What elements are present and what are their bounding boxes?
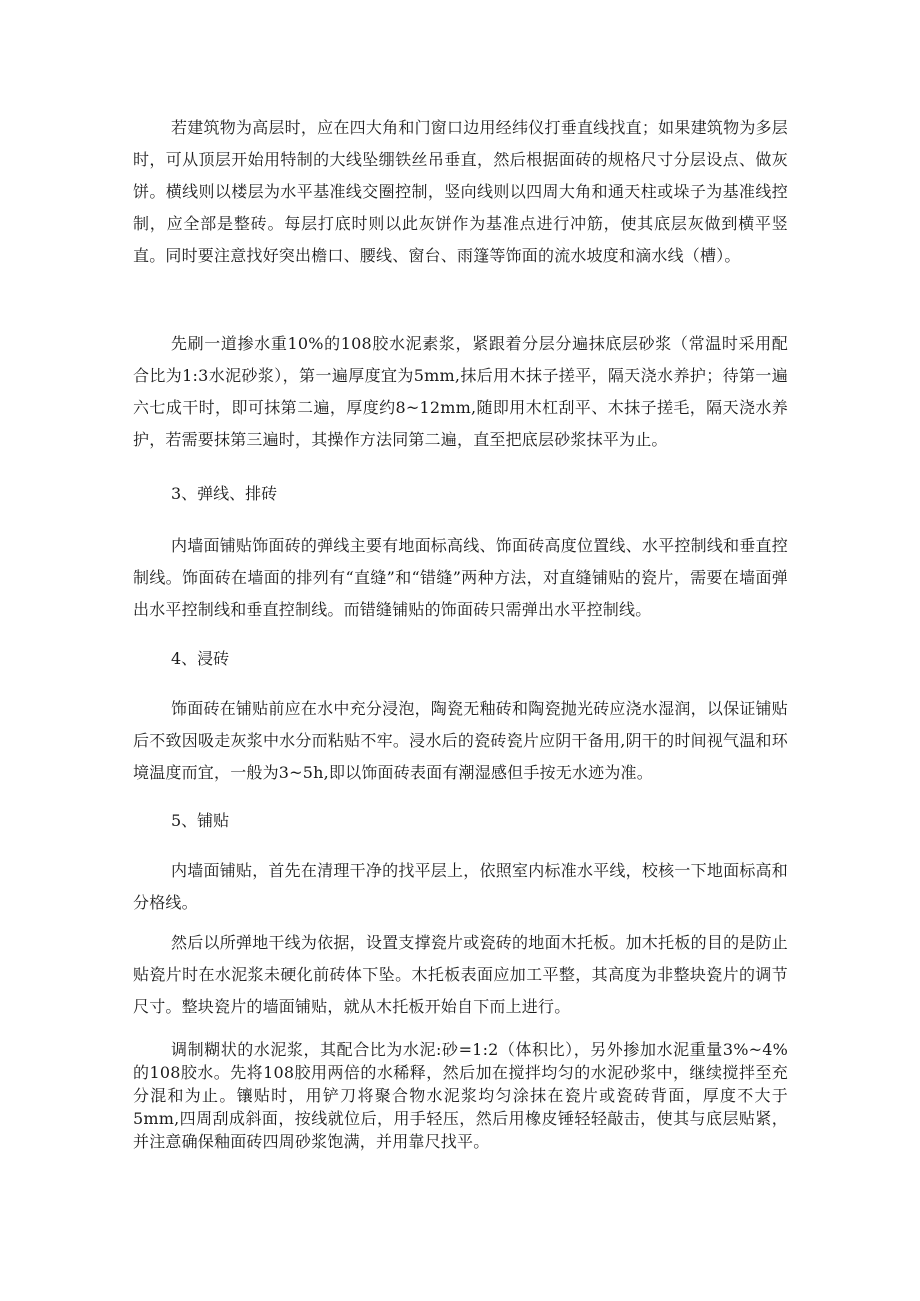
paragraph-base-mortar: 先刷一道掺水重10%的108胶水泥素浆，紧跟着分层分遍抹底层砂浆（常温时采用配合比为1:3水泥砂浆），第一遍厚度宜为5mm,抹后用木抹子搓平，隔天浇水养护；待第一遍六七成干时，即可抹第二遍，厚度约8~12mm,随即用木杠刮平、木抹子搓毛，隔天浇水养护，若需要抹第三遍时，其操作方法同第二遍，直至把底层砂浆抹平为止。 [133,334,788,449]
paragraph-snapping-lines: 内墙面铺贴饰面砖的弹线主要有地面标高线、饰面砖高度位置线、水平控制线和垂直控制线。饰面砖在墙面的排列有“直缝”和“错缝”两种方法，对直缝铺贴的瓷片，需要在墙面弹出水平控制线和垂直控制线。而错缝铺贴的饰面砖只需弹出水平控制线。 [133,536,788,619]
paragraph-cement-paste: 调制糊状的水泥浆，其配合比为水泥:砂=1:2（体积比），另外掺加水泥重量3%~4%的108胶水。先将108胶用两倍的水稀释，然后加在搅拌均匀的水泥砂浆中，继续搅拌至充分混和为止。镶贴时，用铲刀将聚合物水泥浆均匀涂抹在瓷片或瓷砖背面，厚度不大于5mm,四周刮成斜面，按线就位后，用手轻压，然后用橡皮锤轻轻敲击，使其与底层贴紧，并注意确保釉面砖四周砂浆饱满，并用靠尺找平。 [133,1040,788,1151]
section-heading-5: 5、铺贴 [171,811,230,830]
paragraph-tiling-intro: 内墙面铺贴，首先在清理干净的找平层上，依照室内标准水平线，校核一下地面标高和分格线。 [133,861,788,912]
paragraph-soaking-tiles: 饰面砖在铺贴前应在水中充分浸泡，陶瓷无釉砖和陶瓷抛光砖应浇水湿润，以保证铺贴后不致因吸走灰浆中水分而粘贴不牢。浸水后的瓷砖瓷片应阴干备用,阴干的时间视气温和环境温度而宜，一般为3~5h,即以饰面砖表面有潮湿感但手按无水迹为准。 [133,699,788,782]
section-heading-3: 3、弹线、排砖 [171,484,278,503]
paragraph-plumb-line-setting: 若建筑物为高层时，应在四大角和门窗口边用经纬仪打垂直线找直；如果建筑物为多层时，可从顶层开始用特制的大线坠绷铁丝吊垂直，然后根据面砖的规格尺寸分层设点、做灰饼。横线则以楼层为水平基准线交圈控制，竖向线则以四周大角和通天柱或垛子为基准线控制，应全部是整砖。每层打底时则以此灰饼作为基准点进行冲筋，使其底层灰做到横平竖直。同时要注意找好突出檐口、腰线、窗台、雨篷等饰面的流水坡度和滴水线（槽）。 [133,118,788,265]
paragraph-wooden-support: 然后以所弹地干线为依据，设置支撑瓷片或瓷砖的地面木托板。加木托板的目的是防止贴瓷片时在水泥浆未硬化前砖体下坠。木托板表面应加工平整，其高度为非整块瓷片的调节尺寸。整块瓷片的墙面铺贴，就从木托板开始自下而上进行。 [133,933,788,1016]
section-heading-4: 4、浸砖 [171,649,230,668]
